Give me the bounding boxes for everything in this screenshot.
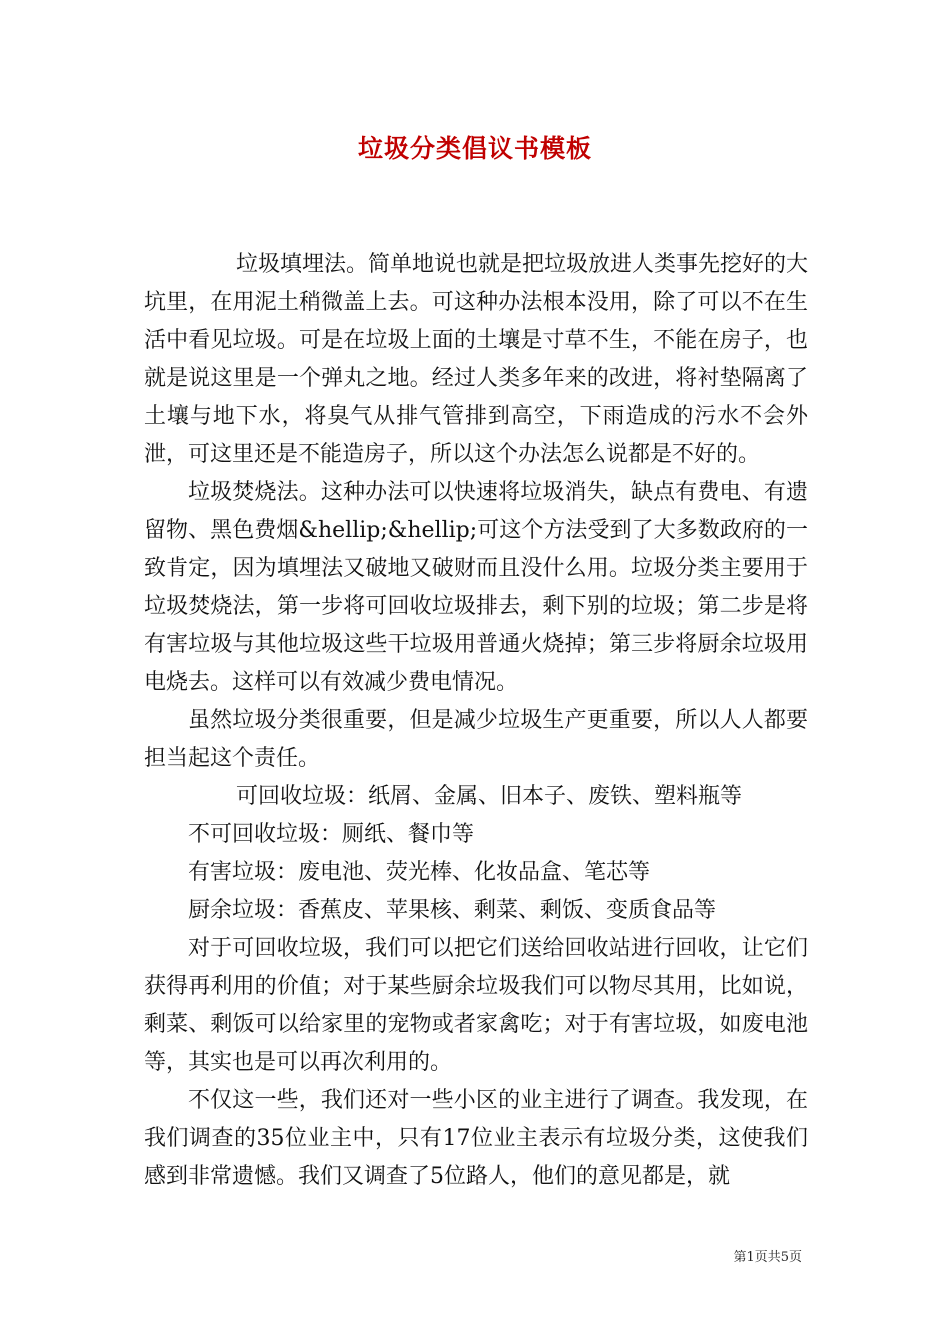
paragraph-landfill: 垃圾填埋法。简单地说也就是把垃圾放进人类事先挖好的大坑里，在用泥土稍微盖上去。可这种办法根本没用，除了可以不在生活中看见垃圾。可是在垃圾上面的土壤是寸草不生，不能在房子，也就是说这里是一个弹丸之地。经过人类多年来的改进，将衬垫隔离了土壤与地下水，将臭气从排气管排到高空，下雨造成的污水不会外泄，可这里还是不能造房子，所以这个办法怎么说都是不好的。 (144, 252, 809, 467)
page-number: 第1页共5页 (733, 1250, 802, 1265)
paragraph-recyclable-list: 可回收垃圾：纸屑、金属、旧本子、废铁、塑料瓶等 (236, 784, 743, 809)
paragraph-hazardous-list: 有害垃圾：废电池、荧光棒、化妆品盒、笔芯等 (188, 860, 651, 885)
document-title: 垃圾分类倡议书模板 (357, 134, 592, 163)
paragraph-reduce-waste: 虽然垃圾分类很重要，但是减少垃圾生产更重要，所以人人都要担当起这个责任。 (144, 708, 808, 771)
paragraph-survey: 不仅这一些，我们还对一些小区的业主进行了调查。我发现，在我们调查的35位业主中，只有17位业主表示有垃圾分类，这使我们感到非常遗憾。我们又调查了5位路人，他们的意见都是，就 (144, 1088, 808, 1189)
paragraph-reuse: 对于可回收垃圾，我们可以把它们送给回收站进行回收，让它们获得再利用的价值；对于某些厨余垃圾我们可以物尽其用，比如说，剩菜、剩饭可以给家里的宠物或者家禽吃；对于有害垃圾，如废电池等，其实也是可以再次利用的。 (144, 936, 808, 1075)
paragraph-kitchen-waste-list: 厨余垃圾：香蕉皮、苹果核、剩菜、剩饭、变质食品等 (188, 898, 717, 923)
document-body (144, 246, 808, 1196)
paragraph-non-recyclable-list: 不可回收垃圾：厕纸、餐巾等 (188, 822, 475, 847)
paragraph-incineration: 垃圾焚烧法。这种办法可以快速将垃圾消失，缺点有费电、有遗留物、黑色费烟&hellip;&hellip;可这个方法受到了大多数政府的一致肯定，因为填埋法又破地又破财而且没什么用。垃圾分类主要用于垃圾焚烧法，第一步将可回收垃圾排去，剩下别的垃圾；第二步是将有害垃圾与其他垃圾这些干垃圾用普通火烧掉；第三步将厨余垃圾用电烧去。这样可以有效减少费电情况。 (144, 480, 808, 695)
